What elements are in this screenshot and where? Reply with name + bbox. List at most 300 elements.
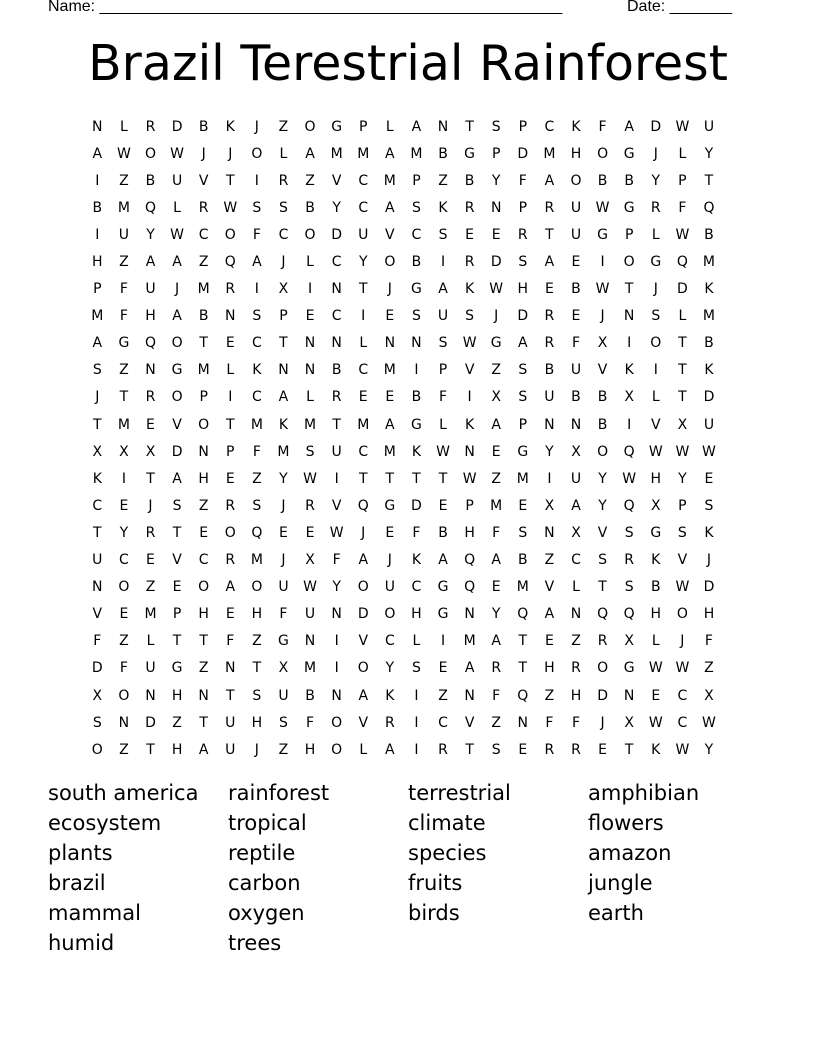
grid-letter[interactable]: T <box>438 470 448 487</box>
grid-letter[interactable]: P <box>226 443 235 460</box>
grid-letter[interactable]: A <box>518 335 528 352</box>
grid-letter[interactable]: B <box>198 118 209 135</box>
grid-letter[interactable]: H <box>198 470 209 487</box>
grid-letter[interactable]: P <box>93 281 102 298</box>
grid-letter[interactable]: J <box>281 497 286 514</box>
grid-letter[interactable]: K <box>92 470 102 487</box>
grid-letter[interactable]: G <box>490 335 502 352</box>
grid-letter[interactable]: W <box>675 118 690 135</box>
grid-letter[interactable]: W <box>462 470 477 487</box>
grid-letter[interactable]: F <box>518 172 527 189</box>
grid-letter[interactable]: R <box>331 389 342 406</box>
grid-letter[interactable]: M <box>330 145 343 162</box>
grid-letter[interactable]: F <box>252 443 261 460</box>
grid-letter[interactable]: V <box>677 552 688 569</box>
grid-letter[interactable]: D <box>676 281 688 298</box>
grid-letter[interactable]: J <box>281 552 286 569</box>
grid-letter[interactable]: N <box>411 335 422 352</box>
grid-letter[interactable]: M <box>304 660 317 677</box>
grid-letter[interactable]: J <box>653 281 658 298</box>
grid-letter[interactable]: J <box>494 308 499 325</box>
grid-letter[interactable]: H <box>171 741 183 758</box>
grid-letter[interactable]: T <box>678 335 687 352</box>
grid-letter[interactable]: Y <box>491 172 501 189</box>
grid-letter[interactable]: R <box>305 497 315 514</box>
grid-letter[interactable]: J <box>387 552 392 569</box>
grid-letter[interactable]: G <box>597 226 608 243</box>
grid-letter[interactable]: P <box>518 416 528 433</box>
grid-letter[interactable]: Q <box>464 552 476 569</box>
grid-letter[interactable]: N <box>225 308 236 325</box>
grid-letter[interactable]: S <box>438 335 448 352</box>
grid-letter[interactable]: A <box>92 145 103 162</box>
grid-letter[interactable]: A <box>172 308 182 325</box>
grid-letter[interactable]: X <box>597 335 608 352</box>
grid-letter[interactable]: S <box>279 199 288 216</box>
grid-letter[interactable]: T <box>358 470 368 487</box>
grid-letter[interactable]: C <box>198 552 209 569</box>
grid-letter[interactable]: S <box>651 308 661 325</box>
grid-letter[interactable]: F <box>332 552 341 569</box>
grid-letter[interactable]: I <box>414 362 419 379</box>
grid-letter[interactable]: Z <box>491 362 501 379</box>
grid-letter[interactable]: N <box>331 687 342 704</box>
grid-letter[interactable]: N <box>570 416 582 433</box>
grid-letter[interactable]: Y <box>598 470 607 487</box>
grid-letter[interactable]: N <box>145 687 156 704</box>
grid-letter[interactable]: I <box>307 281 313 298</box>
grid-letter[interactable]: U <box>304 606 316 623</box>
grid-letter[interactable]: I <box>414 687 419 704</box>
grid-letter[interactable]: J <box>254 118 259 135</box>
grid-letter[interactable]: P <box>412 172 421 189</box>
grid-letter[interactable]: J <box>95 389 100 406</box>
grid-letter[interactable]: J <box>706 552 712 569</box>
grid-letter[interactable]: K <box>651 741 661 758</box>
grid-letter[interactable]: Z <box>145 579 156 596</box>
grid-letter[interactable]: R <box>571 660 581 677</box>
grid-letter[interactable]: A <box>491 552 501 569</box>
grid-letter[interactable]: R <box>597 633 608 650</box>
grid-letter[interactable]: I <box>334 633 339 650</box>
grid-letter[interactable]: A <box>172 254 182 271</box>
grid-letter[interactable]: A <box>491 633 501 650</box>
grid-letter[interactable]: R <box>544 308 555 325</box>
grid-letter[interactable]: S <box>598 552 608 569</box>
grid-letter[interactable]: Z <box>198 660 209 677</box>
grid-letter[interactable]: P <box>624 226 634 243</box>
grid-letter[interactable]: A <box>92 335 103 352</box>
grid-letter[interactable]: H <box>304 741 316 758</box>
grid-letter[interactable]: O <box>623 254 635 271</box>
grid-letter[interactable]: E <box>146 552 155 569</box>
grid-letter[interactable]: L <box>359 741 368 758</box>
grid-letter[interactable]: J <box>175 281 180 298</box>
grid-letter[interactable]: Z <box>198 254 209 271</box>
grid-letter[interactable]: L <box>306 254 314 271</box>
grid-letter[interactable]: P <box>491 145 501 162</box>
grid-letter[interactable]: J <box>201 145 206 162</box>
grid-letter[interactable]: K <box>465 281 475 298</box>
grid-letter[interactable]: R <box>571 741 581 758</box>
grid-letter[interactable]: Y <box>332 199 341 216</box>
grid-letter[interactable]: Z <box>119 633 129 650</box>
grid-letter[interactable]: Y <box>358 254 368 271</box>
grid-letter[interactable]: D <box>517 145 529 162</box>
grid-letter[interactable]: N <box>384 335 396 352</box>
grid-letter[interactable]: S <box>411 660 421 677</box>
grid-letter[interactable]: A <box>571 497 581 514</box>
grid-letter[interactable]: J <box>148 497 153 514</box>
grid-letter[interactable]: M <box>543 145 556 162</box>
grid-letter[interactable]: O <box>251 145 263 162</box>
grid-letter[interactable]: T <box>385 470 395 487</box>
grid-letter[interactable]: L <box>678 308 687 325</box>
grid-letter[interactable]: T <box>624 281 634 298</box>
grid-letter[interactable]: X <box>92 443 103 460</box>
grid-letter[interactable]: S <box>624 579 634 596</box>
grid-letter[interactable]: E <box>146 416 155 433</box>
grid-letter[interactable]: C <box>358 199 369 216</box>
grid-letter[interactable]: M <box>197 362 210 379</box>
grid-letter[interactable]: T <box>465 118 474 135</box>
grid-letter[interactable]: D <box>331 226 343 243</box>
grid-letter[interactable]: E <box>225 470 235 487</box>
grid-letter[interactable]: J <box>281 254 286 271</box>
grid-letter[interactable]: H <box>171 687 183 704</box>
grid-letter[interactable]: U <box>278 579 289 596</box>
grid-letter[interactable]: Q <box>144 335 156 352</box>
grid-letter[interactable]: Z <box>704 660 714 677</box>
grid-letter[interactable]: W <box>170 226 184 243</box>
grid-letter[interactable]: V <box>92 606 103 623</box>
grid-letter[interactable]: Y <box>491 606 501 623</box>
grid-letter[interactable]: N <box>92 118 103 135</box>
grid-letter[interactable]: U <box>570 199 582 216</box>
grid-letter[interactable]: N <box>225 660 236 677</box>
grid-letter[interactable]: N <box>464 443 475 460</box>
grid-letter[interactable]: G <box>384 497 396 514</box>
grid-letter[interactable]: M <box>702 254 715 271</box>
grid-letter[interactable]: E <box>438 660 448 677</box>
grid-letter[interactable]: C <box>331 308 342 325</box>
grid-letter[interactable]: E <box>305 524 315 541</box>
grid-letter[interactable]: Z <box>491 470 501 487</box>
grid-letter[interactable]: O <box>171 335 183 352</box>
grid-letter[interactable]: T <box>518 660 528 677</box>
grid-letter[interactable]: Y <box>678 470 687 487</box>
grid-letter[interactable]: T <box>279 335 288 352</box>
grid-letter[interactable]: F <box>119 660 128 677</box>
grid-letter[interactable]: R <box>145 389 156 406</box>
grid-letter[interactable]: Z <box>278 118 289 135</box>
grid-letter[interactable]: N <box>304 335 316 352</box>
grid-letter[interactable]: T <box>678 389 687 406</box>
grid-letter[interactable]: I <box>95 172 100 189</box>
grid-letter[interactable]: Z <box>198 497 209 514</box>
grid-letter[interactable]: A <box>544 254 555 271</box>
grid-letter[interactable]: L <box>678 145 687 162</box>
grid-letter[interactable]: L <box>651 389 660 406</box>
grid-letter[interactable]: X <box>704 687 714 704</box>
grid-letter[interactable]: Z <box>544 552 555 569</box>
grid-letter[interactable]: I <box>254 172 259 189</box>
grid-letter[interactable]: F <box>306 714 315 731</box>
grid-letter[interactable]: I <box>547 470 552 487</box>
grid-letter[interactable]: L <box>119 118 128 135</box>
grid-letter[interactable]: T <box>199 714 208 731</box>
grid-letter[interactable]: T <box>172 524 182 541</box>
grid-letter[interactable]: D <box>490 254 502 271</box>
grid-letter[interactable]: B <box>438 524 448 541</box>
grid-letter[interactable]: E <box>438 497 448 514</box>
grid-letter[interactable]: A <box>385 199 395 216</box>
grid-letter[interactable]: X <box>650 497 661 514</box>
grid-letter[interactable]: S <box>518 254 528 271</box>
grid-letter[interactable]: Q <box>623 497 635 514</box>
grid-letter[interactable]: L <box>572 579 580 596</box>
grid-letter[interactable]: G <box>410 416 422 433</box>
grid-letter[interactable]: K <box>385 687 395 704</box>
grid-letter[interactable]: S <box>252 308 262 325</box>
grid-letter[interactable]: O <box>331 714 343 731</box>
grid-letter[interactable]: G <box>650 254 662 271</box>
grid-letter[interactable]: S <box>411 308 421 325</box>
grid-letter[interactable]: I <box>254 281 259 298</box>
grid-letter[interactable]: Q <box>251 524 263 541</box>
grid-letter[interactable]: W <box>170 145 184 162</box>
grid-letter[interactable]: P <box>518 118 528 135</box>
grid-letter[interactable]: E <box>119 497 129 514</box>
grid-letter[interactable]: A <box>385 145 395 162</box>
grid-letter[interactable]: L <box>306 389 314 406</box>
grid-letter[interactable]: S <box>279 714 288 731</box>
grid-letter[interactable]: Q <box>357 497 369 514</box>
grid-letter[interactable]: S <box>252 687 262 704</box>
grid-letter[interactable]: F <box>119 281 128 298</box>
grid-letter[interactable]: Y <box>598 497 607 514</box>
grid-letter[interactable]: X <box>624 633 634 650</box>
grid-letter[interactable]: X <box>278 281 289 298</box>
grid-letter[interactable]: V <box>172 552 182 569</box>
grid-letter[interactable]: D <box>145 714 156 731</box>
grid-letter[interactable]: G <box>278 633 289 650</box>
grid-letter[interactable]: N <box>544 524 555 541</box>
grid-letter[interactable]: K <box>225 118 235 135</box>
grid-letter[interactable]: H <box>251 714 263 731</box>
grid-letter[interactable]: R <box>491 660 502 677</box>
grid-letter[interactable]: B <box>571 281 581 298</box>
grid-letter[interactable]: J <box>254 741 259 758</box>
grid-letter[interactable]: I <box>653 362 658 379</box>
grid-letter[interactable]: C <box>677 714 688 731</box>
grid-letter[interactable]: R <box>464 199 475 216</box>
grid-letter[interactable]: X <box>544 497 555 514</box>
grid-letter[interactable]: W <box>436 443 450 460</box>
grid-letter[interactable]: F <box>279 606 288 623</box>
grid-letter[interactable]: P <box>438 362 448 379</box>
grid-letter[interactable]: B <box>92 199 103 216</box>
grid-letter[interactable]: L <box>651 633 660 650</box>
grid-letter[interactable]: E <box>571 254 581 271</box>
grid-letter[interactable]: O <box>384 254 396 271</box>
grid-letter[interactable]: R <box>438 741 448 758</box>
grid-letter[interactable]: P <box>465 497 474 514</box>
grid-letter[interactable]: U <box>225 714 236 731</box>
grid-letter[interactable]: Y <box>651 172 661 189</box>
grid-letter[interactable]: W <box>648 714 663 731</box>
grid-letter[interactable]: B <box>624 172 634 189</box>
grid-letter[interactable]: Y <box>279 470 288 487</box>
grid-letter[interactable]: O <box>198 579 210 596</box>
grid-letter[interactable]: V <box>650 416 661 433</box>
grid-letter[interactable]: F <box>571 335 581 352</box>
grid-letter[interactable]: E <box>491 443 501 460</box>
grid-letter[interactable]: S <box>518 362 528 379</box>
grid-letter[interactable]: L <box>279 145 288 162</box>
grid-letter[interactable]: T <box>199 335 208 352</box>
grid-letter[interactable]: K <box>438 199 448 216</box>
grid-letter[interactable]: U <box>171 172 183 189</box>
grid-letter[interactable]: F <box>119 308 128 325</box>
grid-letter[interactable]: L <box>173 199 181 216</box>
grid-letter[interactable]: E <box>651 687 661 704</box>
grid-letter[interactable]: D <box>703 579 715 596</box>
grid-letter[interactable]: W <box>303 470 317 487</box>
grid-letter[interactable]: H <box>145 308 156 325</box>
grid-letter[interactable]: F <box>571 714 581 731</box>
grid-letter[interactable]: A <box>278 389 289 406</box>
grid-letter[interactable]: H <box>570 145 582 162</box>
grid-letter[interactable]: T <box>119 389 129 406</box>
grid-letter[interactable]: L <box>439 416 447 433</box>
grid-letter[interactable]: P <box>359 118 368 135</box>
grid-letter[interactable]: B <box>597 172 608 189</box>
grid-letter[interactable]: F <box>678 199 687 216</box>
grid-letter[interactable]: X <box>278 660 289 677</box>
grid-letter[interactable]: W <box>595 281 610 298</box>
name-field[interactable]: Name: ____________________________________________________ <box>48 0 563 15</box>
grid-letter[interactable]: X <box>624 714 634 731</box>
grid-letter[interactable]: N <box>331 606 342 623</box>
grid-letter[interactable]: M <box>383 362 396 379</box>
grid-letter[interactable]: I <box>600 254 605 271</box>
grid-letter[interactable]: Y <box>146 226 155 243</box>
grid-letter[interactable]: L <box>651 226 660 243</box>
grid-letter[interactable]: Z <box>172 714 182 731</box>
grid-letter[interactable]: A <box>198 741 209 758</box>
grid-letter[interactable]: L <box>226 362 235 379</box>
grid-letter[interactable]: M <box>277 443 290 460</box>
grid-letter[interactable]: W <box>675 579 690 596</box>
grid-letter[interactable]: O <box>224 226 236 243</box>
grid-letter[interactable]: P <box>172 606 182 623</box>
grid-letter[interactable]: G <box>118 335 130 352</box>
grid-letter[interactable]: T <box>252 660 262 677</box>
grid-letter[interactable]: E <box>172 579 182 596</box>
grid-letter[interactable]: H <box>650 606 662 623</box>
grid-letter[interactable]: O <box>331 741 343 758</box>
grid-letter[interactable]: S <box>518 524 528 541</box>
grid-letter[interactable]: A <box>305 145 315 162</box>
grid-letter[interactable]: J <box>387 281 392 298</box>
grid-letter[interactable]: R <box>544 335 555 352</box>
grid-letter[interactable]: F <box>226 633 235 650</box>
grid-letter[interactable]: O <box>118 687 130 704</box>
grid-letter[interactable]: B <box>650 579 661 596</box>
grid-letter[interactable]: G <box>650 524 662 541</box>
grid-letter[interactable]: Z <box>119 254 129 271</box>
grid-letter[interactable]: R <box>225 281 236 298</box>
grid-letter[interactable]: M <box>357 145 370 162</box>
grid-letter[interactable]: V <box>464 714 475 731</box>
grid-letter[interactable]: H <box>517 281 529 298</box>
grid-letter[interactable]: Z <box>278 741 289 758</box>
grid-letter[interactable]: E <box>518 497 528 514</box>
grid-letter[interactable]: U <box>145 660 156 677</box>
grid-letter[interactable]: S <box>624 524 634 541</box>
grid-letter[interactable]: S <box>92 714 102 731</box>
grid-letter[interactable]: H <box>198 606 209 623</box>
grid-letter[interactable]: I <box>121 470 126 487</box>
grid-letter[interactable]: I <box>334 660 339 677</box>
grid-letter[interactable]: H <box>464 524 475 541</box>
grid-letter[interactable]: R <box>145 118 156 135</box>
grid-letter[interactable]: I <box>467 389 472 406</box>
grid-letter[interactable]: O <box>384 606 396 623</box>
grid-letter[interactable]: A <box>491 416 501 433</box>
grid-letter[interactable]: T <box>624 741 634 758</box>
grid-letter[interactable]: C <box>544 118 555 135</box>
grid-letter[interactable]: N <box>278 362 289 379</box>
grid-letter[interactable]: Z <box>571 633 581 650</box>
grid-letter[interactable]: W <box>675 741 690 758</box>
grid-letter[interactable]: F <box>412 524 421 541</box>
grid-letter[interactable]: B <box>571 389 581 406</box>
grid-letter[interactable]: A <box>624 118 634 135</box>
grid-letter[interactable]: C <box>92 497 103 514</box>
grid-letter[interactable]: O <box>570 172 582 189</box>
grid-letter[interactable]: G <box>623 660 635 677</box>
grid-letter[interactable]: Q <box>224 254 236 271</box>
grid-letter[interactable]: B <box>305 687 315 704</box>
grid-letter[interactable]: R <box>624 552 635 569</box>
grid-letter[interactable]: Q <box>144 199 156 216</box>
grid-letter[interactable]: S <box>411 199 421 216</box>
grid-letter[interactable]: W <box>622 470 637 487</box>
grid-letter[interactable]: K <box>704 281 714 298</box>
grid-letter[interactable]: E <box>544 633 554 650</box>
grid-letter[interactable]: P <box>199 389 208 406</box>
grid-letter[interactable]: Z <box>119 172 129 189</box>
grid-letter[interactable]: H <box>251 606 263 623</box>
grid-letter[interactable]: X <box>571 443 581 460</box>
grid-letter[interactable]: F <box>704 633 713 650</box>
grid-letter[interactable]: O <box>198 416 210 433</box>
grid-letter[interactable]: X <box>571 524 581 541</box>
grid-letter[interactable]: T <box>146 741 155 758</box>
grid-letter[interactable]: B <box>597 416 608 433</box>
grid-letter[interactable]: D <box>171 443 183 460</box>
grid-letter[interactable]: N <box>490 199 502 216</box>
grid-letter[interactable]: Y <box>704 145 714 162</box>
grid-letter[interactable]: K <box>704 362 714 379</box>
grid-letter[interactable]: Z <box>438 172 448 189</box>
grid-letter[interactable]: E <box>571 308 581 325</box>
grid-letter[interactable]: J <box>600 308 605 325</box>
grid-letter[interactable]: N <box>464 606 475 623</box>
grid-letter[interactable]: K <box>465 416 475 433</box>
